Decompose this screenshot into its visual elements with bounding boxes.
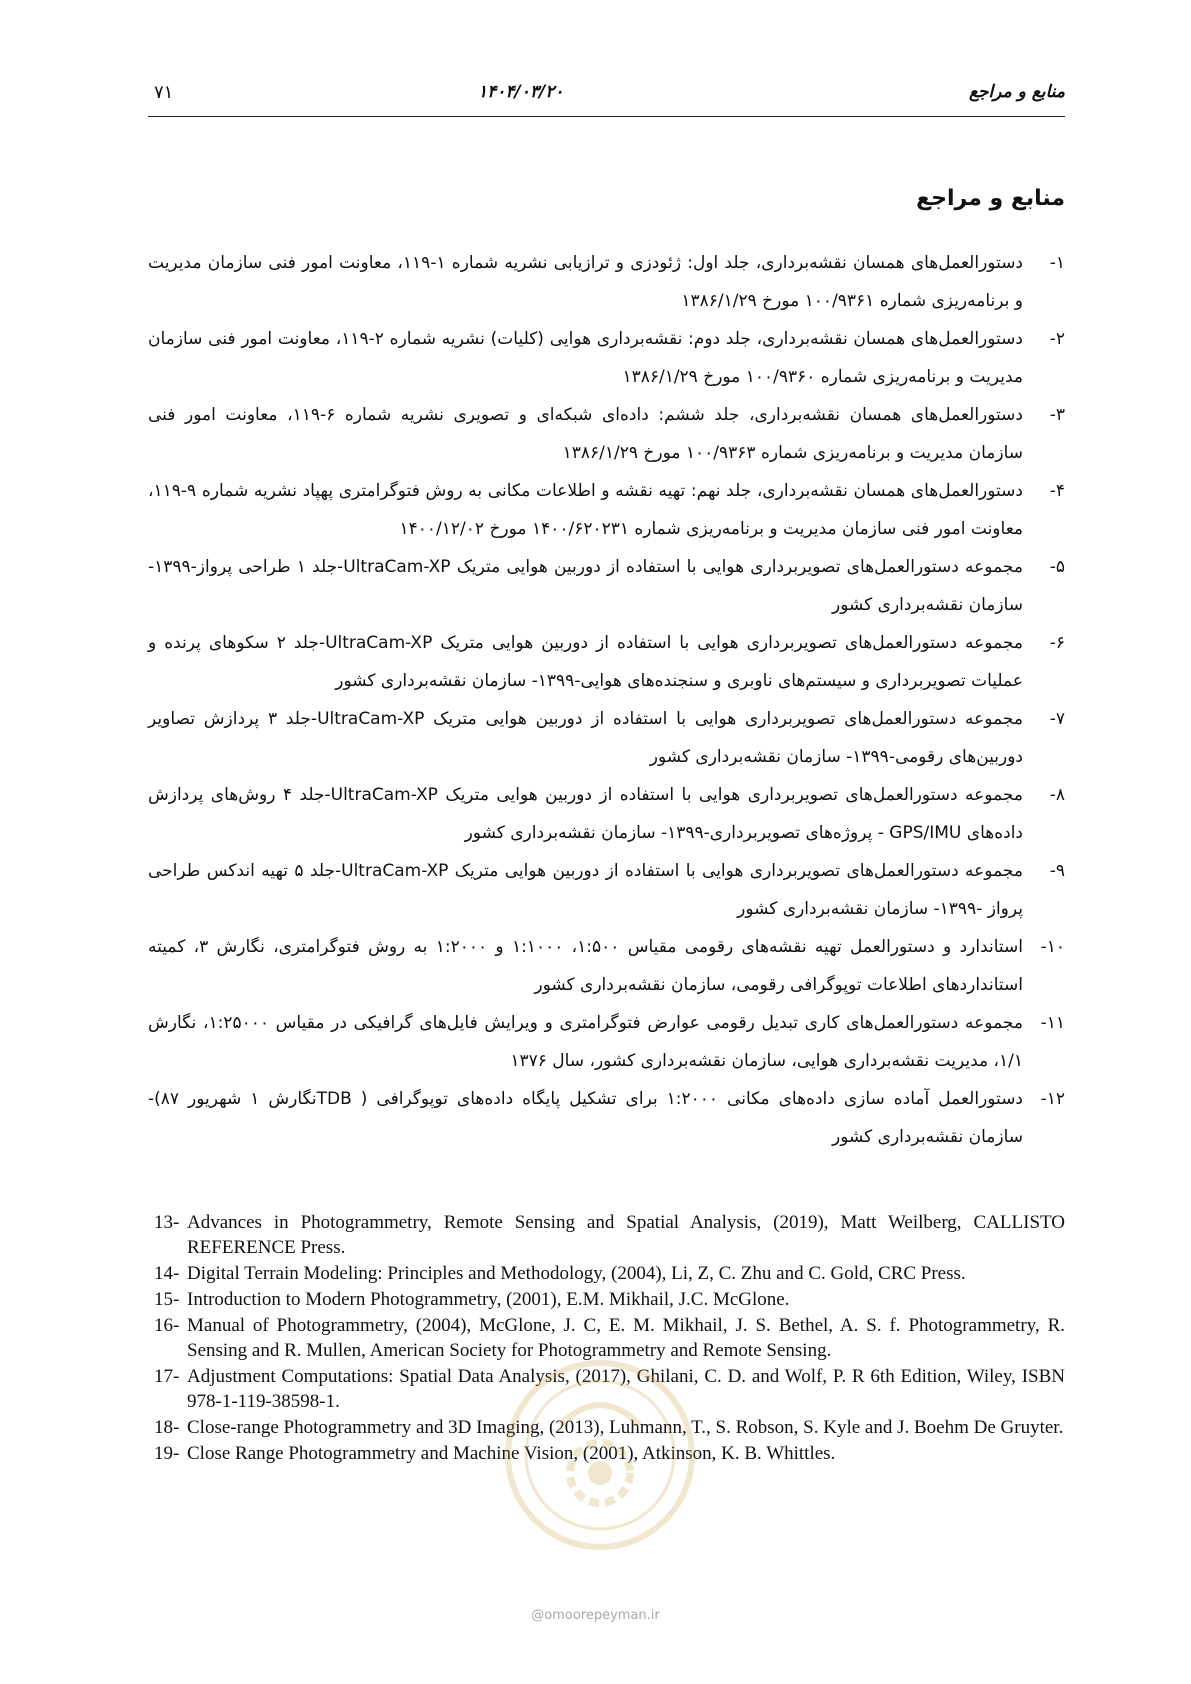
reference-number: ۶-	[1049, 633, 1065, 653]
reference-number: ۴-	[1049, 481, 1065, 501]
page-number: ۷۱	[154, 82, 174, 103]
persian-references	[148, 244, 1065, 1156]
reference-text: مجموعه دستورالعمل‌های تصویربرداری هوایی با استفاده از دوربین هوایی متریک UltraCam-XP-جلد ۲ سکوهای پرنده و عملیات تصویربرداری و سیستم‌های ناوبری و سنجنده‌های هوایی-۱۳۹۹- سازمان نقشه‌برداری کشور	[148, 633, 1023, 691]
reference-number: 16-	[154, 1315, 180, 1336]
reference-text: مجموعه دستورالعمل‌های تصویربرداری هوایی با استفاده از دوربین هوایی متریک UltraCam-XP-جلد ۳ پردازش تصاویر دوربین‌های رقومی-۱۳۹۹- سازمان نقشه‌برداری کشور	[148, 709, 1024, 767]
reference-number: 13-	[154, 1212, 180, 1233]
page-header	[148, 76, 1065, 117]
reference-text: Manual of Photogrammetry, (2004), McGlone, J. C, E. M. Mikhail, J. S. Bethel, A. S. f. Photogrammetry, R. Sensing and R. Mullen, American Society for Photogrammetry and Remote Sensing.	[187, 1315, 1065, 1361]
reference-text: دستورالعمل‌های همسان نقشه‌برداری، جلد ششم: داده‌ای شبکه‌ای و تصویری نشریه شماره ۶-۱۱۹، معاونت امور فنی سازمان مدیریت و برنامه‌ریزی شماره ۱۰۰/۹۳۶۳ مورخ ۱۳۸۶/۱/۲۹	[148, 405, 1023, 463]
reference-text: Close-range Photogrammetry and 3D Imaging, (2013), Luhmann, T., S. Robson, S. Kyle and J. Boehm De Gruyter.	[187, 1417, 1064, 1438]
reference-item	[148, 700, 1065, 776]
reference-number: 14-	[154, 1263, 180, 1284]
reference-number: ۸-	[1049, 785, 1065, 805]
reference-item	[148, 244, 1065, 320]
reference-text: دستورالعمل‌های همسان نقشه‌برداری، جلد دوم: نقشه‌برداری هوایی (کلیات) نشریه شماره ۲-۱۱۹، معاونت امور فنی سازمان مدیریت و برنامه‌ریزی شماره ۱۰۰/۹۳۶۰ مورخ ۱۳۸۶/۱/۲۹	[148, 329, 1023, 387]
reference-item	[148, 548, 1065, 624]
reference-item	[150, 1287, 1065, 1312]
header-date: ۱۴۰۴/۰۳/۲۰	[478, 82, 564, 102]
reference-item	[148, 624, 1065, 700]
reference-text: دستورالعمل‌های همسان نقشه‌برداری، جلد اول: ژئودزی و ترازیابی نشریه شماره ۱-۱۱۹، معاونت امور فنی سازمان مدیریت و برنامه‌ریزی شماره ۱۰۰/۹۳۶۱ مورخ ۱۳۸۶/۱/۲۹	[148, 253, 1024, 311]
reference-item	[150, 1210, 1065, 1260]
reference-number: ۳-	[1049, 405, 1065, 425]
reference-number: 18-	[154, 1417, 180, 1438]
reference-text: مجموعه دستورالعمل‌های کاری تبدیل رقومی عوارض فتوگرامتری و ویرایش فایل‌های گرافیکی در مقیاس ۱:۲۵۰۰۰، نگارش ۱/۱، مدیریت نقشه‌برداری هوایی، سازمان نقشه‌برداری کشور، سال ۱۳۷۶	[148, 1013, 1023, 1071]
seal-watermark-icon	[500, 1355, 700, 1555]
reference-number: ۹-	[1049, 861, 1065, 881]
reference-text: Introduction to Modern Photogrammetry, (2001), E.M. Mikhail, J.C. McGlone.	[187, 1289, 790, 1310]
reference-number: ۷-	[1049, 709, 1065, 729]
header-title: منابع و مراجع	[968, 82, 1065, 102]
reference-number: ۱۱-	[1040, 1013, 1065, 1033]
reference-text: دستورالعمل‌های همسان نقشه‌برداری، جلد نهم: تهیه نقشه و اطلاعات مکانی به روش فتوگرامتری پهپاد نشریه شماره ۹-۱۱۹، معاونت امور فنی سازمان مدیریت و برنامه‌ریزی شماره ۱۴۰۰/۶۲۰۲۳۱ مورخ ۱۴۰۰/۱۲/۰۲	[148, 481, 1023, 539]
reference-item	[150, 1261, 1065, 1286]
reference-item	[148, 396, 1065, 472]
reference-item	[148, 928, 1065, 1004]
reference-number: ۵-	[1049, 557, 1065, 577]
reference-text: مجموعه دستورالعمل‌های تصویربرداری هوایی با استفاده از دوربین هوایی متریک UltraCam-XP-جلد ۵ تهیه اندکس طراحی پرواز -۱۳۹۹- سازمان نقشه‌برداری کشور	[148, 861, 1023, 919]
reference-text: Adjustment Computations: Spatial Data Analysis, (2017), Ghilani, C. D. and Wolf, P. R 6th Edition, Wiley, ISBN 978-1-119-38598-1.	[187, 1366, 1065, 1412]
reference-text: دستورالعمل آماده سازی داده‌های مکانی ۱:۲۰۰۰ برای تشکیل پایگاه داده‌های توپوگرافی ( TDBنگارش ۱ شهریور ۸۷)- سازمان نقشه‌برداری کشور	[148, 1089, 1024, 1147]
reference-text: استاندارد و دستورالعمل تهیه نقشه‌های رقومی مقیاس ۱:۵۰۰، ۱:۱۰۰۰ و ۱:۲۰۰۰ به روش فتوگرامتری، نگارش ۳، کمیته استانداردهای اطلاعات توپوگرافی رقومی، سازمان نقشه‌برداری کشور	[148, 937, 1023, 995]
reference-text: مجموعه دستورالعمل‌های تصویربرداری هوایی با استفاده از دوربین هوایی متریک UltraCam-XP-جلد ۱ طراحی پرواز-۱۳۹۹- سازمان نقشه‌برداری کشور	[148, 557, 1023, 615]
reference-number: 15-	[154, 1289, 180, 1310]
reference-text: Close Range Photogrammetry and Machine Vision, (2001), Atkinson, K. B. Whittles.	[187, 1443, 836, 1464]
reference-number: 17-	[154, 1366, 180, 1387]
reference-text: مجموعه دستورالعمل‌های تصویربرداری هوایی با استفاده از دوربین هوایی متریک UltraCam-XP-جلد ۴ روش‌های پردازش داده‌های GPS/IMU - پروژه‌های تصویربرداری-۱۳۹۹- سازمان نقشه‌برداری کشور	[148, 785, 1023, 843]
reference-item	[148, 472, 1065, 548]
watermark-site-text: @omoorepeyman.ir	[531, 1608, 660, 1623]
reference-item	[148, 852, 1065, 928]
reference-number: ۱۰-	[1040, 937, 1065, 957]
reference-number: 19-	[154, 1443, 180, 1464]
reference-text: Digital Terrain Modeling: Principles and Methodology, (2004), Li, Z, C. Zhu and C. Gold, CRC Press.	[187, 1263, 966, 1284]
reference-item	[148, 320, 1065, 396]
section-title: منابع و مراجع	[916, 186, 1065, 211]
reference-text: Advances in Photogrammetry, Remote Sensing and Spatial Analysis, (2019), Matt Weilberg, CALLISTO REFERENCE Press.	[187, 1212, 1065, 1258]
reference-item	[148, 776, 1065, 852]
reference-number: ۱-	[1049, 253, 1065, 273]
reference-item	[148, 1080, 1065, 1156]
reference-number: ۱۲-	[1040, 1089, 1065, 1109]
reference-item	[148, 1004, 1065, 1080]
reference-number: ۲-	[1049, 329, 1065, 349]
